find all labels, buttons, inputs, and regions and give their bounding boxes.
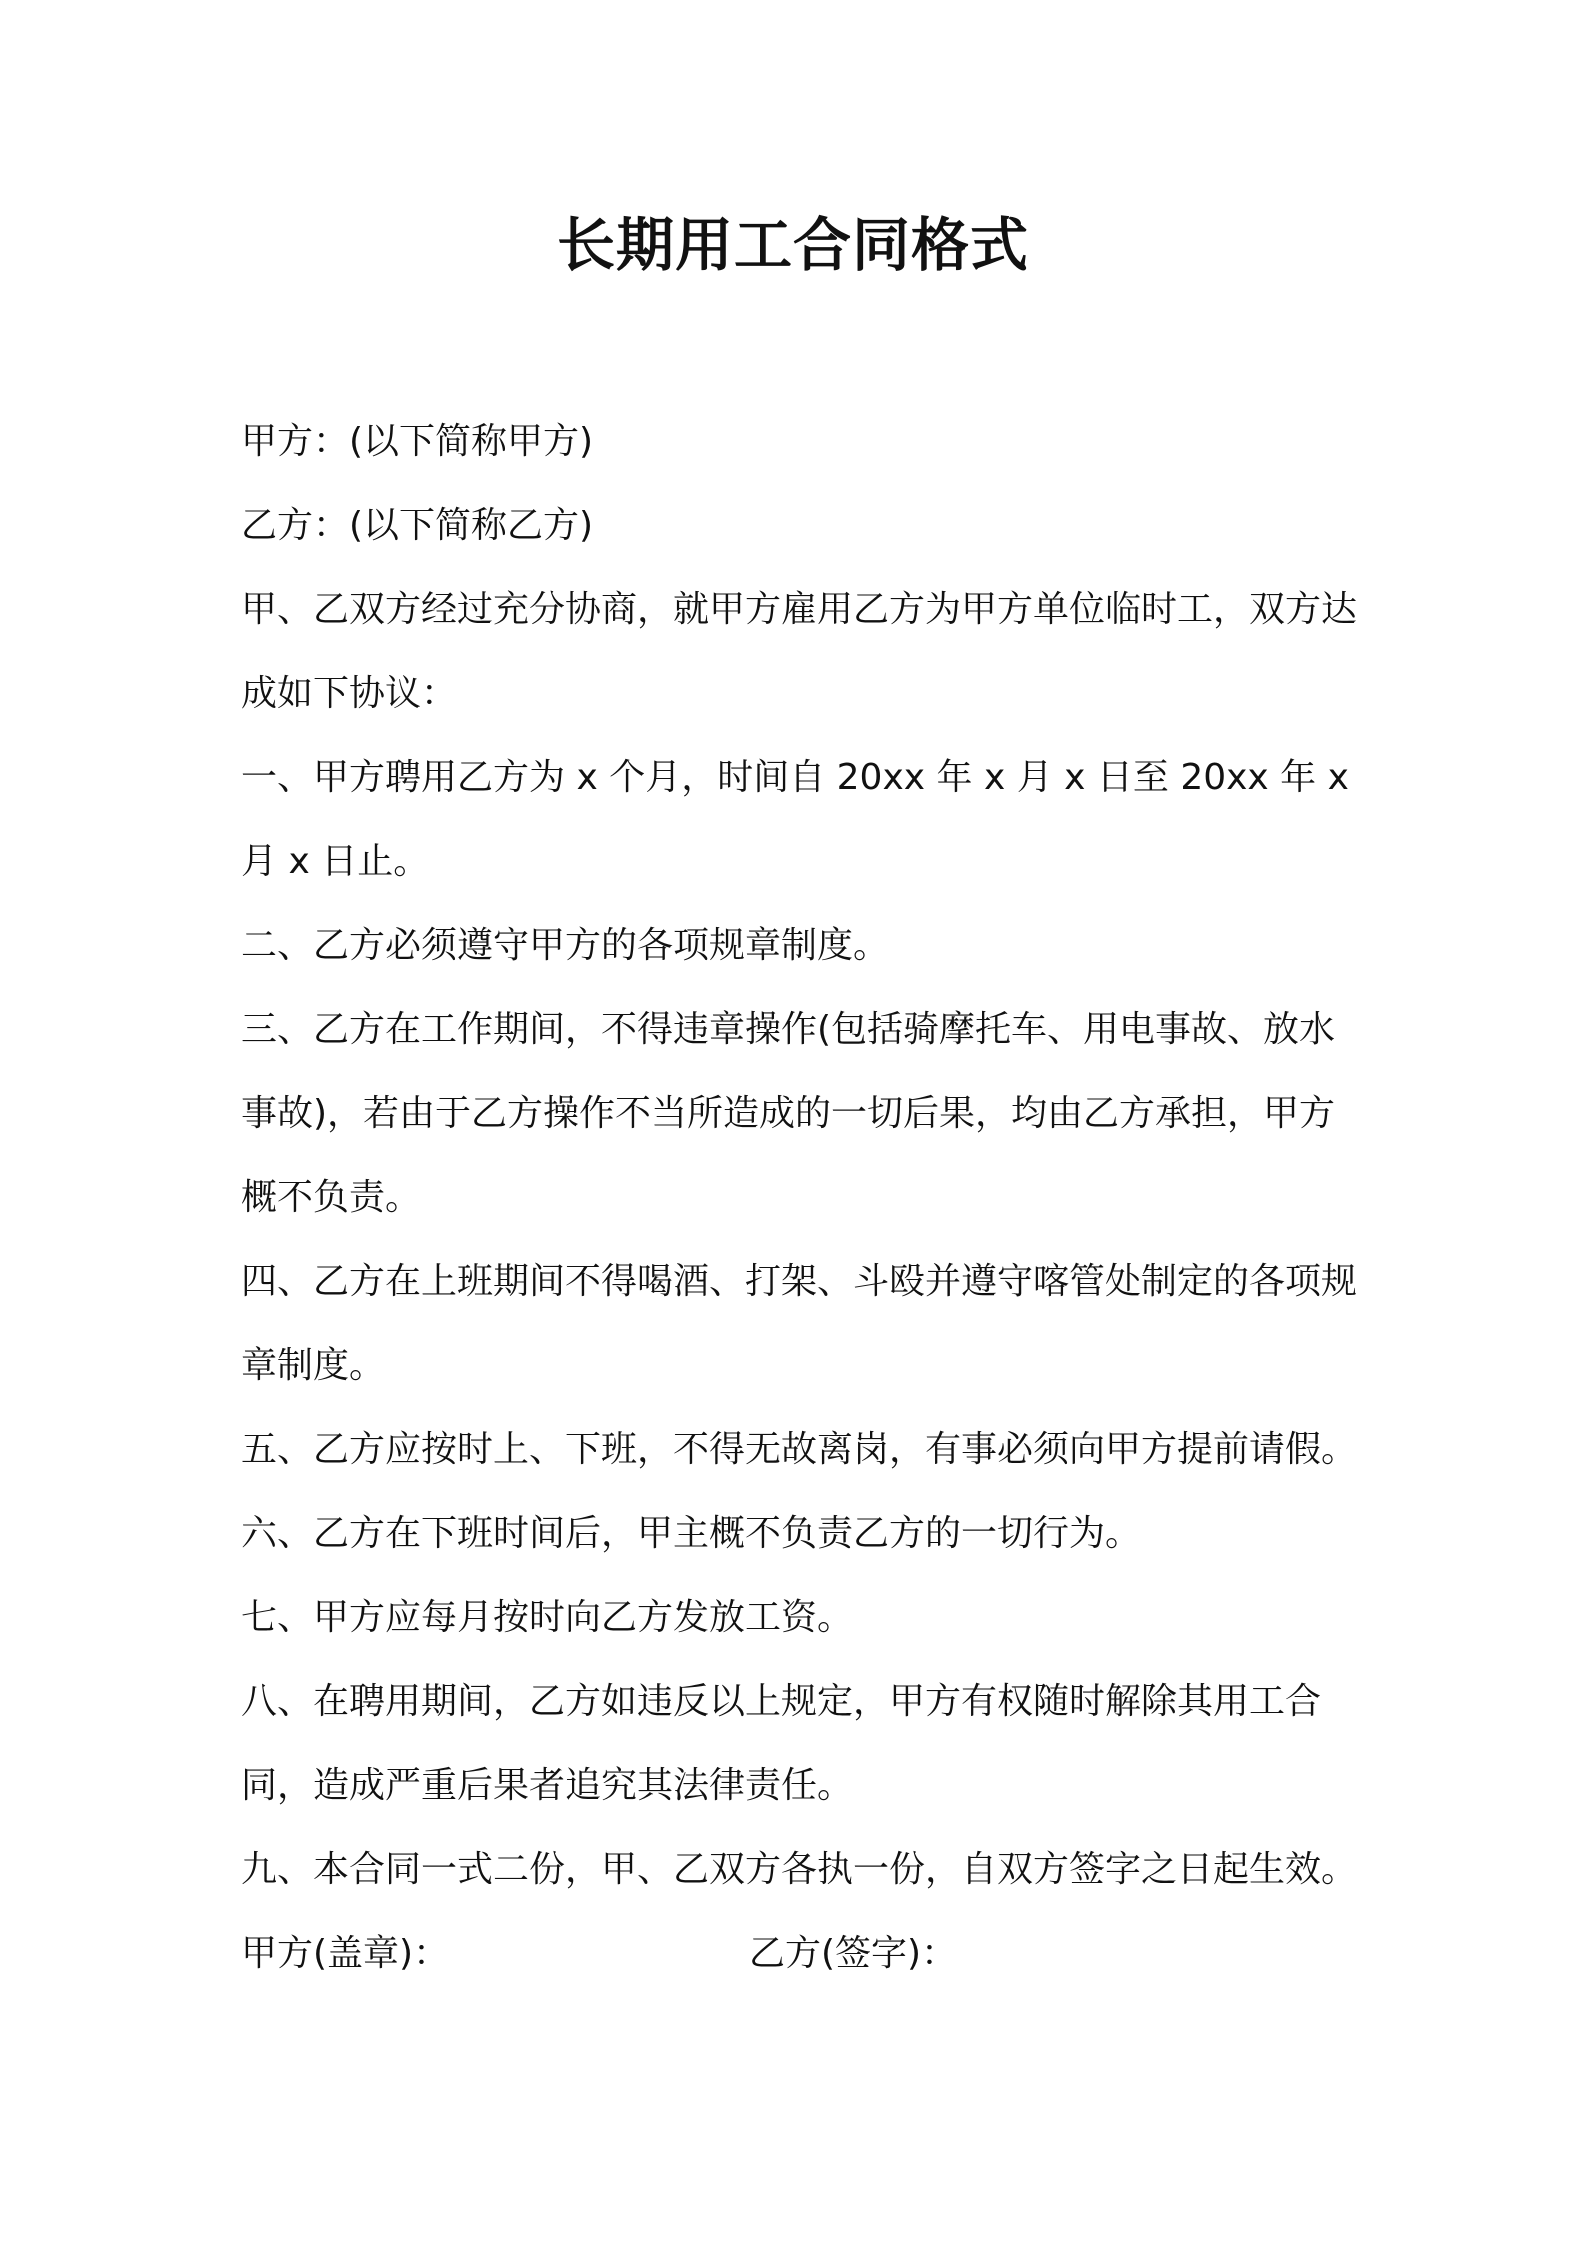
page-title: 长期用工合同格式 (556, 211, 1029, 279)
clause-9: 九、本合同一式二份，甲、乙双方各执一份，自双方签字之日起生效。 (241, 1849, 1358, 1890)
party-b-signature-label: 乙方(签字)： (749, 1933, 958, 1974)
signature-block (241, 1912, 1359, 1996)
clause-1: 一、甲方聘用乙方为 x 个月，时间自 20xx 年 x 月 x 日至 20xx 年 x 月 x 日止。 (241, 757, 1349, 882)
clause-3: 三、乙方在工作期间，不得违章操作(包括骑摩托车、用电事故、放水事故)，若由于乙方操作不当所造成的一切后果，均由乙方承担，甲方概不负责。 (241, 1009, 1336, 1218)
clause-5: 五、乙方应按时上、下班，不得无故离岗，有事必须向甲方提前请假。 (241, 1429, 1358, 1470)
clause-8: 八、在聘用期间，乙方如违反以上规定，甲方有权随时解除其用工合同，造成严重后果者追究其法律责任。 (241, 1681, 1322, 1806)
clause-2: 二、乙方必须遵守甲方的各项规章制度。 (241, 925, 890, 966)
intro-paragraph: 甲、乙双方经过充分协商，就甲方雇用乙方为甲方单位临时工，双方达成如下协议： (241, 589, 1358, 714)
clause-4: 四、乙方在上班期间不得喝酒、打架、斗殴并遵守喀管处制定的各项规章制度。 (241, 1261, 1358, 1386)
contract-body (241, 400, 1359, 1996)
party-a-seal-label: 甲方(盖章)： (241, 1933, 450, 1974)
clause-7: 七、甲方应每月按时向乙方发放工资。 (241, 1597, 854, 1638)
party-a-line: 甲方：(以下简称甲方) (241, 421, 594, 462)
party-b-line: 乙方：(以下简称乙方) (241, 505, 594, 546)
clause-6: 六、乙方在下班时间后，甲主概不负责乙方的一切行为。 (241, 1513, 1142, 1554)
